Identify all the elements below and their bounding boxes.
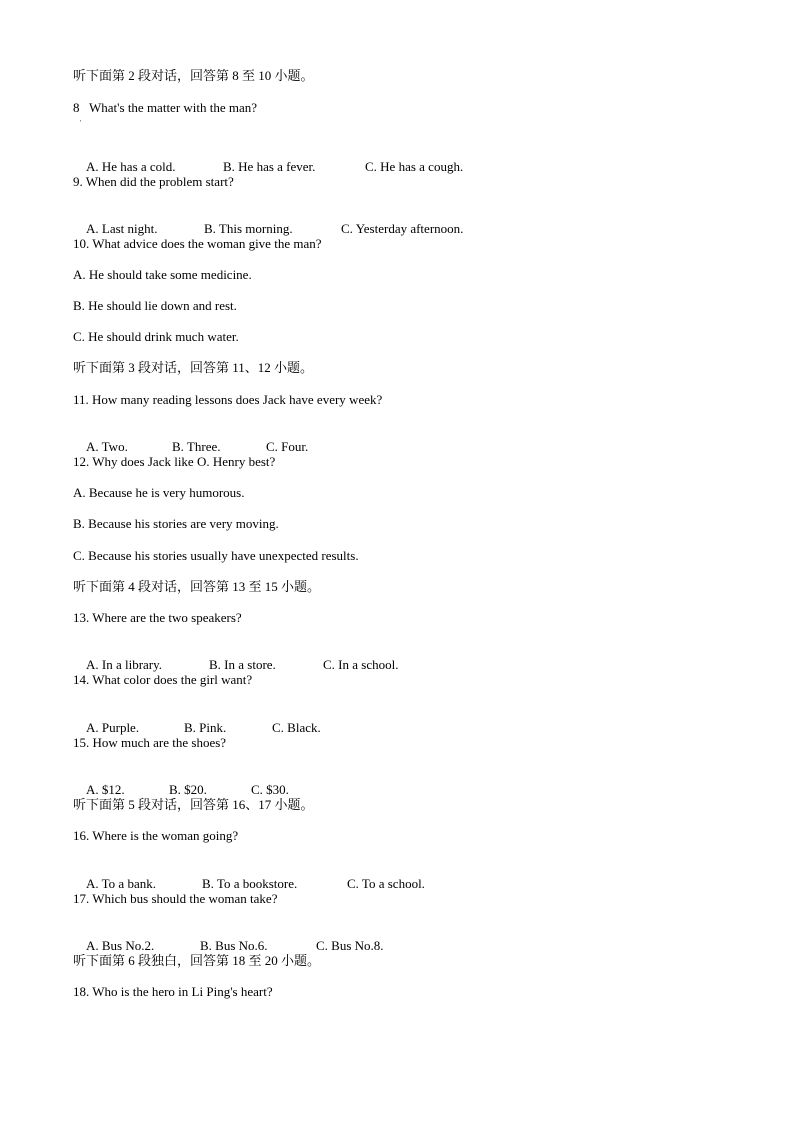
section-heading-3: 听下面第 3 段对话，回答第 11、12 小题。	[73, 360, 314, 375]
option-b: B. $20.	[169, 782, 207, 797]
option-a: A. He has a cold.	[86, 159, 176, 174]
stray-mark: '	[80, 119, 82, 127]
question-11: 11. How many reading lessons does Jack have every week?	[73, 392, 383, 407]
question-8: 8 What's the matter with the man?	[73, 100, 258, 115]
option-12-b: B. Because his stories are very moving.	[73, 516, 279, 531]
section-heading-5: 听下面第 5 段对话，回答第 16、17 小题。	[73, 797, 314, 812]
option-c: C. Bus No.8.	[316, 938, 384, 953]
option-12-a: A. Because he is very humorous.	[73, 485, 245, 500]
option-c: C. He has a cough.	[365, 159, 464, 174]
option-a: A. To a bank.	[86, 876, 156, 891]
question-12: 12. Why does Jack like O. Henry best?	[73, 454, 276, 469]
option-c: C. In a school.	[323, 657, 399, 672]
option-b: B. Pink.	[184, 720, 227, 735]
option-a: A. Purple.	[86, 720, 140, 735]
option-a: A. In a library.	[86, 657, 163, 672]
option-a: A. $12.	[86, 782, 125, 797]
section-heading-4: 听下面第 4 段对话，回答第 13 至 15 小题。	[73, 579, 321, 594]
question-13: 13. Where are the two speakers?	[73, 610, 242, 625]
option-c: C. To a school.	[347, 876, 425, 891]
question-14: 14. What color does the girl want?	[73, 672, 253, 687]
question-16: 16. Where is the woman going?	[73, 828, 239, 843]
option-a: A. Last night.	[86, 221, 158, 236]
section-heading-2: 听下面第 2 段对话，回答第 8 至 10 小题。	[73, 68, 314, 83]
question-15: 15. How much are the shoes?	[73, 735, 227, 750]
option-c: C. Black.	[272, 720, 321, 735]
question-9: 9. When did the problem start?	[73, 174, 234, 189]
section-heading-6: 听下面第 6 段独白，回答第 18 至 20 小题。	[73, 953, 321, 968]
option-a: A. Bus No.2.	[86, 938, 155, 953]
option-b: B. In a store.	[209, 657, 276, 672]
option-c: C. Yesterday afternoon.	[341, 221, 464, 236]
option-b: B. Bus No.6.	[200, 938, 268, 953]
question-10: 10. What advice does the woman give the man?	[73, 236, 322, 251]
option-10-c: C. He should drink much water.	[73, 329, 239, 344]
option-10-a: A. He should take some medicine.	[73, 267, 252, 282]
option-c: C. $30.	[251, 782, 289, 797]
option-b: B. He has a fever.	[223, 159, 316, 174]
option-12-c: C. Because his stories usually have unexpected results.	[73, 548, 359, 563]
question-18: 18. Who is the hero in Li Ping's heart?	[73, 984, 273, 999]
option-c: C. Four.	[266, 439, 309, 454]
option-a: A. Two.	[86, 439, 128, 454]
option-b: B. This morning.	[204, 221, 293, 236]
option-10-b: B. He should lie down and rest.	[73, 298, 237, 313]
question-17: 17. Which bus should the woman take?	[73, 891, 278, 906]
option-b: B. Three.	[172, 439, 221, 454]
option-b: B. To a bookstore.	[202, 876, 298, 891]
